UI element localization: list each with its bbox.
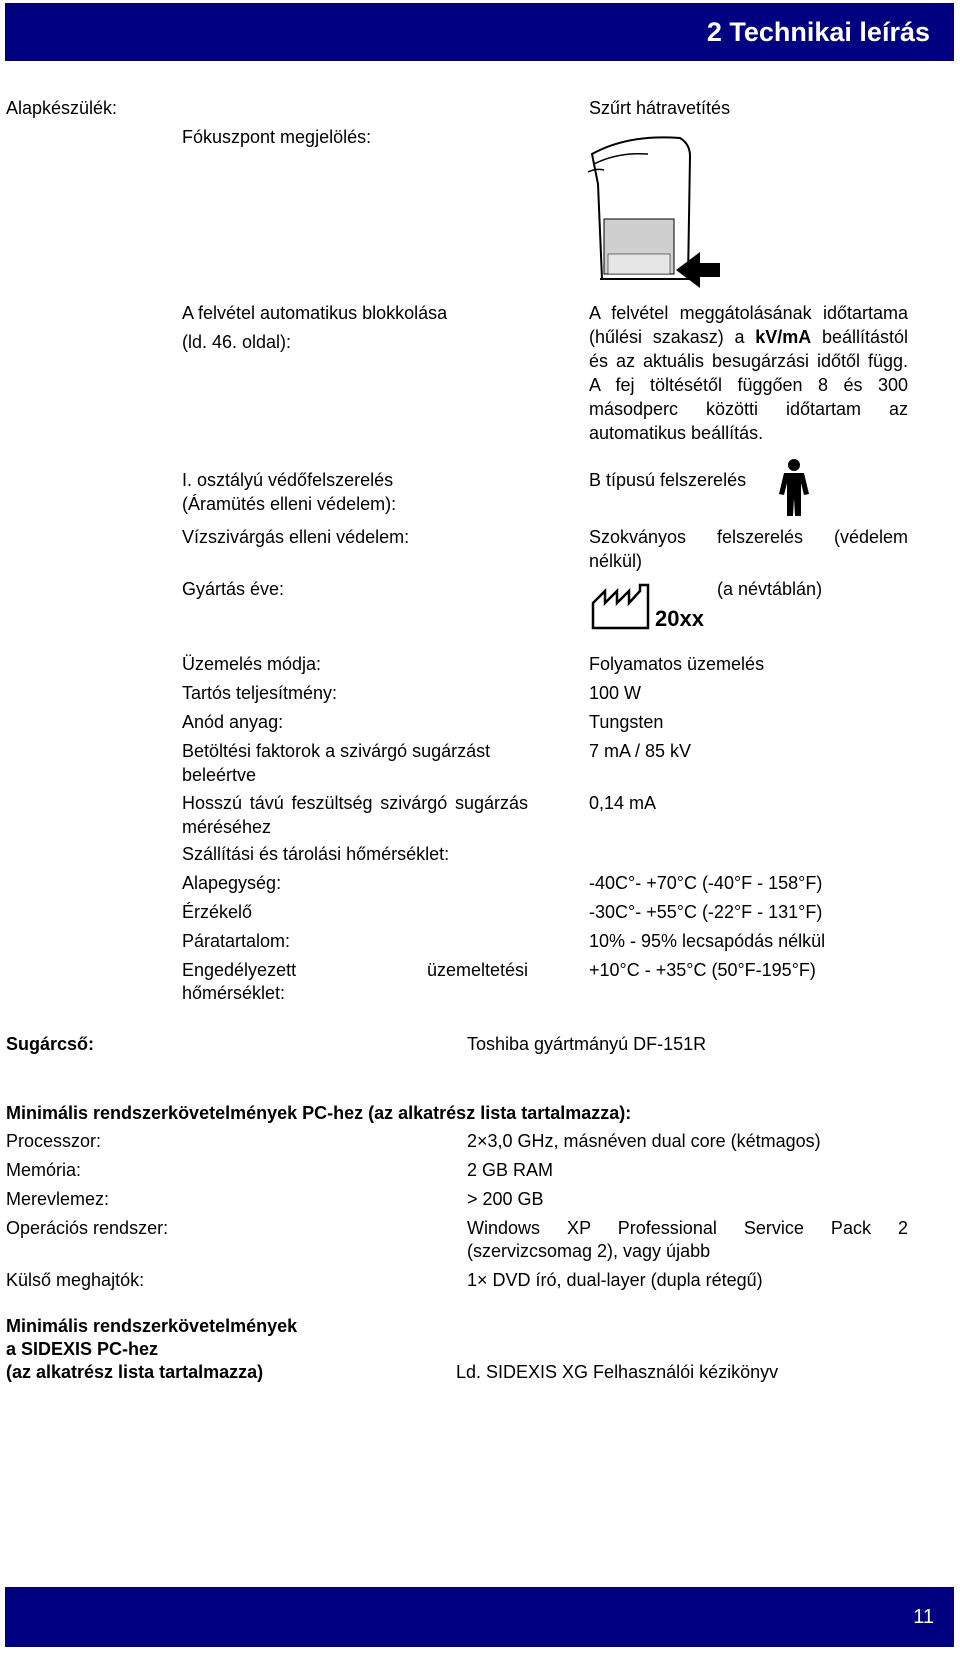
spec-value-operating-temp: +10°C - +35°C (50°F-195°F): [589, 960, 816, 980]
spec-label-anode: Anód anyag:: [182, 712, 284, 732]
water-protection-label: Vízszivárgás elleni védelem:: [182, 527, 410, 547]
focus-mark-illustration: [588, 124, 728, 299]
pc-label-memory: Memória:: [6, 1160, 82, 1180]
spec-label-base-unit: Alapegység:: [182, 873, 282, 893]
spec-label-sensor: Érzékelő: [182, 902, 253, 922]
spec-label-operation-mode: Üzemelés módja:: [182, 654, 322, 674]
protection-class-value: B típusú felszerelés: [589, 470, 747, 490]
pc-label-processor: Processzor:: [6, 1131, 102, 1151]
spec-label-leakage: Hosszú távú feszültség szivárgó sugárzás méréséhez: [182, 793, 528, 837]
pc-value-os-2: (szervizcsomag 2), vagy újabb: [467, 1241, 711, 1261]
pc-value-memory: 2 GB RAM: [467, 1160, 554, 1180]
spec-value-humidity: 10% - 95% lecsapódás nélkül: [589, 931, 826, 951]
factory-icon: [590, 583, 705, 633]
factory-icon-year: 20xx: [655, 606, 704, 631]
type-b-body-icon: [776, 458, 812, 518]
manufacture-year-label: Gyártás éve:: [182, 579, 285, 599]
pc-requirements-heading: Minimális rendszerkövetelmények PC-hez (az alkatrész lista tartalmazza):: [6, 1103, 632, 1123]
manufacture-year-value: (a névtáblán): [717, 579, 823, 599]
tube-label: Sugárcső:: [6, 1034, 95, 1054]
auto-block-value: A felvétel meggátolásának időtartama (hűlési szakasz) a kV/mA beállítástól és az aktuális besugárzási időtől függ. A fej töltésétől függően 8 és 300 másodperc közötti időtartam az automatikus beállítás.: [589, 303, 908, 443]
spec-label-load-factors: Betöltési faktorok a szivárgó sugárzást beleértve: [182, 741, 491, 785]
page-title: 2 Technikai leírás: [706, 17, 930, 47]
focus-label: Fókuszpont megjelölés:: [182, 127, 372, 147]
spec-label-storage-temp: Szállítási és tárolási hőmérséklet:: [182, 844, 450, 864]
pc-label-drives: Külső meghajtók:: [6, 1270, 145, 1290]
tube-value: Toshiba gyártmányú DF-151R: [467, 1034, 707, 1054]
protection-class-label: I. osztályú védőfelszerelés (Áramütés elleni védelem):: [182, 470, 397, 514]
pc-value-os-1: Windows XP Professional Service Pack 2: [467, 1218, 908, 1238]
base-unit-label: Alapkészülék:: [6, 98, 118, 118]
spec-label-operating-temp-1: Engedélyezett üzemeltetési: [182, 960, 528, 980]
sidexis-heading-2: a SIDEXIS PC-hez: [6, 1339, 159, 1359]
pc-label-os: Operációs rendszer:: [6, 1218, 169, 1238]
sidexis-heading-3: (az alkatrész lista tartalmazza): [6, 1362, 264, 1382]
sidexis-heading-1: Minimális rendszerkövetelmények: [6, 1316, 298, 1336]
spec-value-sensor: -30C°- +55°C (-22°F - 131°F): [589, 902, 823, 922]
spec-value-load-factors: 7 mA / 85 kV: [589, 741, 692, 761]
spec-value-leakage: 0,14 mA: [589, 793, 657, 813]
sidexis-value: Ld. SIDEXIS XG Felhasználói kézikönyv: [456, 1362, 779, 1382]
spec-label-humidity: Páratartalom:: [182, 931, 291, 951]
footer-bar: [5, 1587, 954, 1647]
spec-label-operating-temp-2: hőmérséklet:: [182, 983, 286, 1003]
auto-block-label-1: A felvétel automatikus blokkolása: [182, 303, 448, 323]
spec-value-anode: Tungsten: [589, 712, 664, 732]
spec-value-base-unit: -40C°- +70°C (-40°F - 158°F): [589, 873, 823, 893]
pc-value-drives: 1× DVD író, dual-layer (dupla rétegű): [467, 1270, 763, 1290]
water-protection-value: Szokványos felszerelés (védelem nélkül): [589, 527, 908, 571]
base-unit-value: Szűrt hátravetítés: [589, 98, 731, 118]
spec-label-power: Tartós teljesítmény:: [182, 683, 338, 703]
pc-label-hdd: Merevlemez:: [6, 1189, 110, 1209]
auto-block-label-2: (ld. 46. oldal):: [182, 332, 292, 352]
pc-value-hdd: > 200 GB: [467, 1189, 544, 1209]
page-number: 11: [913, 1606, 934, 1628]
pc-value-processor: 2×3,0 GHz, másnéven dual core (kétmagos): [467, 1131, 821, 1151]
spec-value-power: 100 W: [589, 683, 642, 703]
spec-value-operation-mode: Folyamatos üzemelés: [589, 654, 765, 674]
header-bar: [5, 3, 954, 61]
